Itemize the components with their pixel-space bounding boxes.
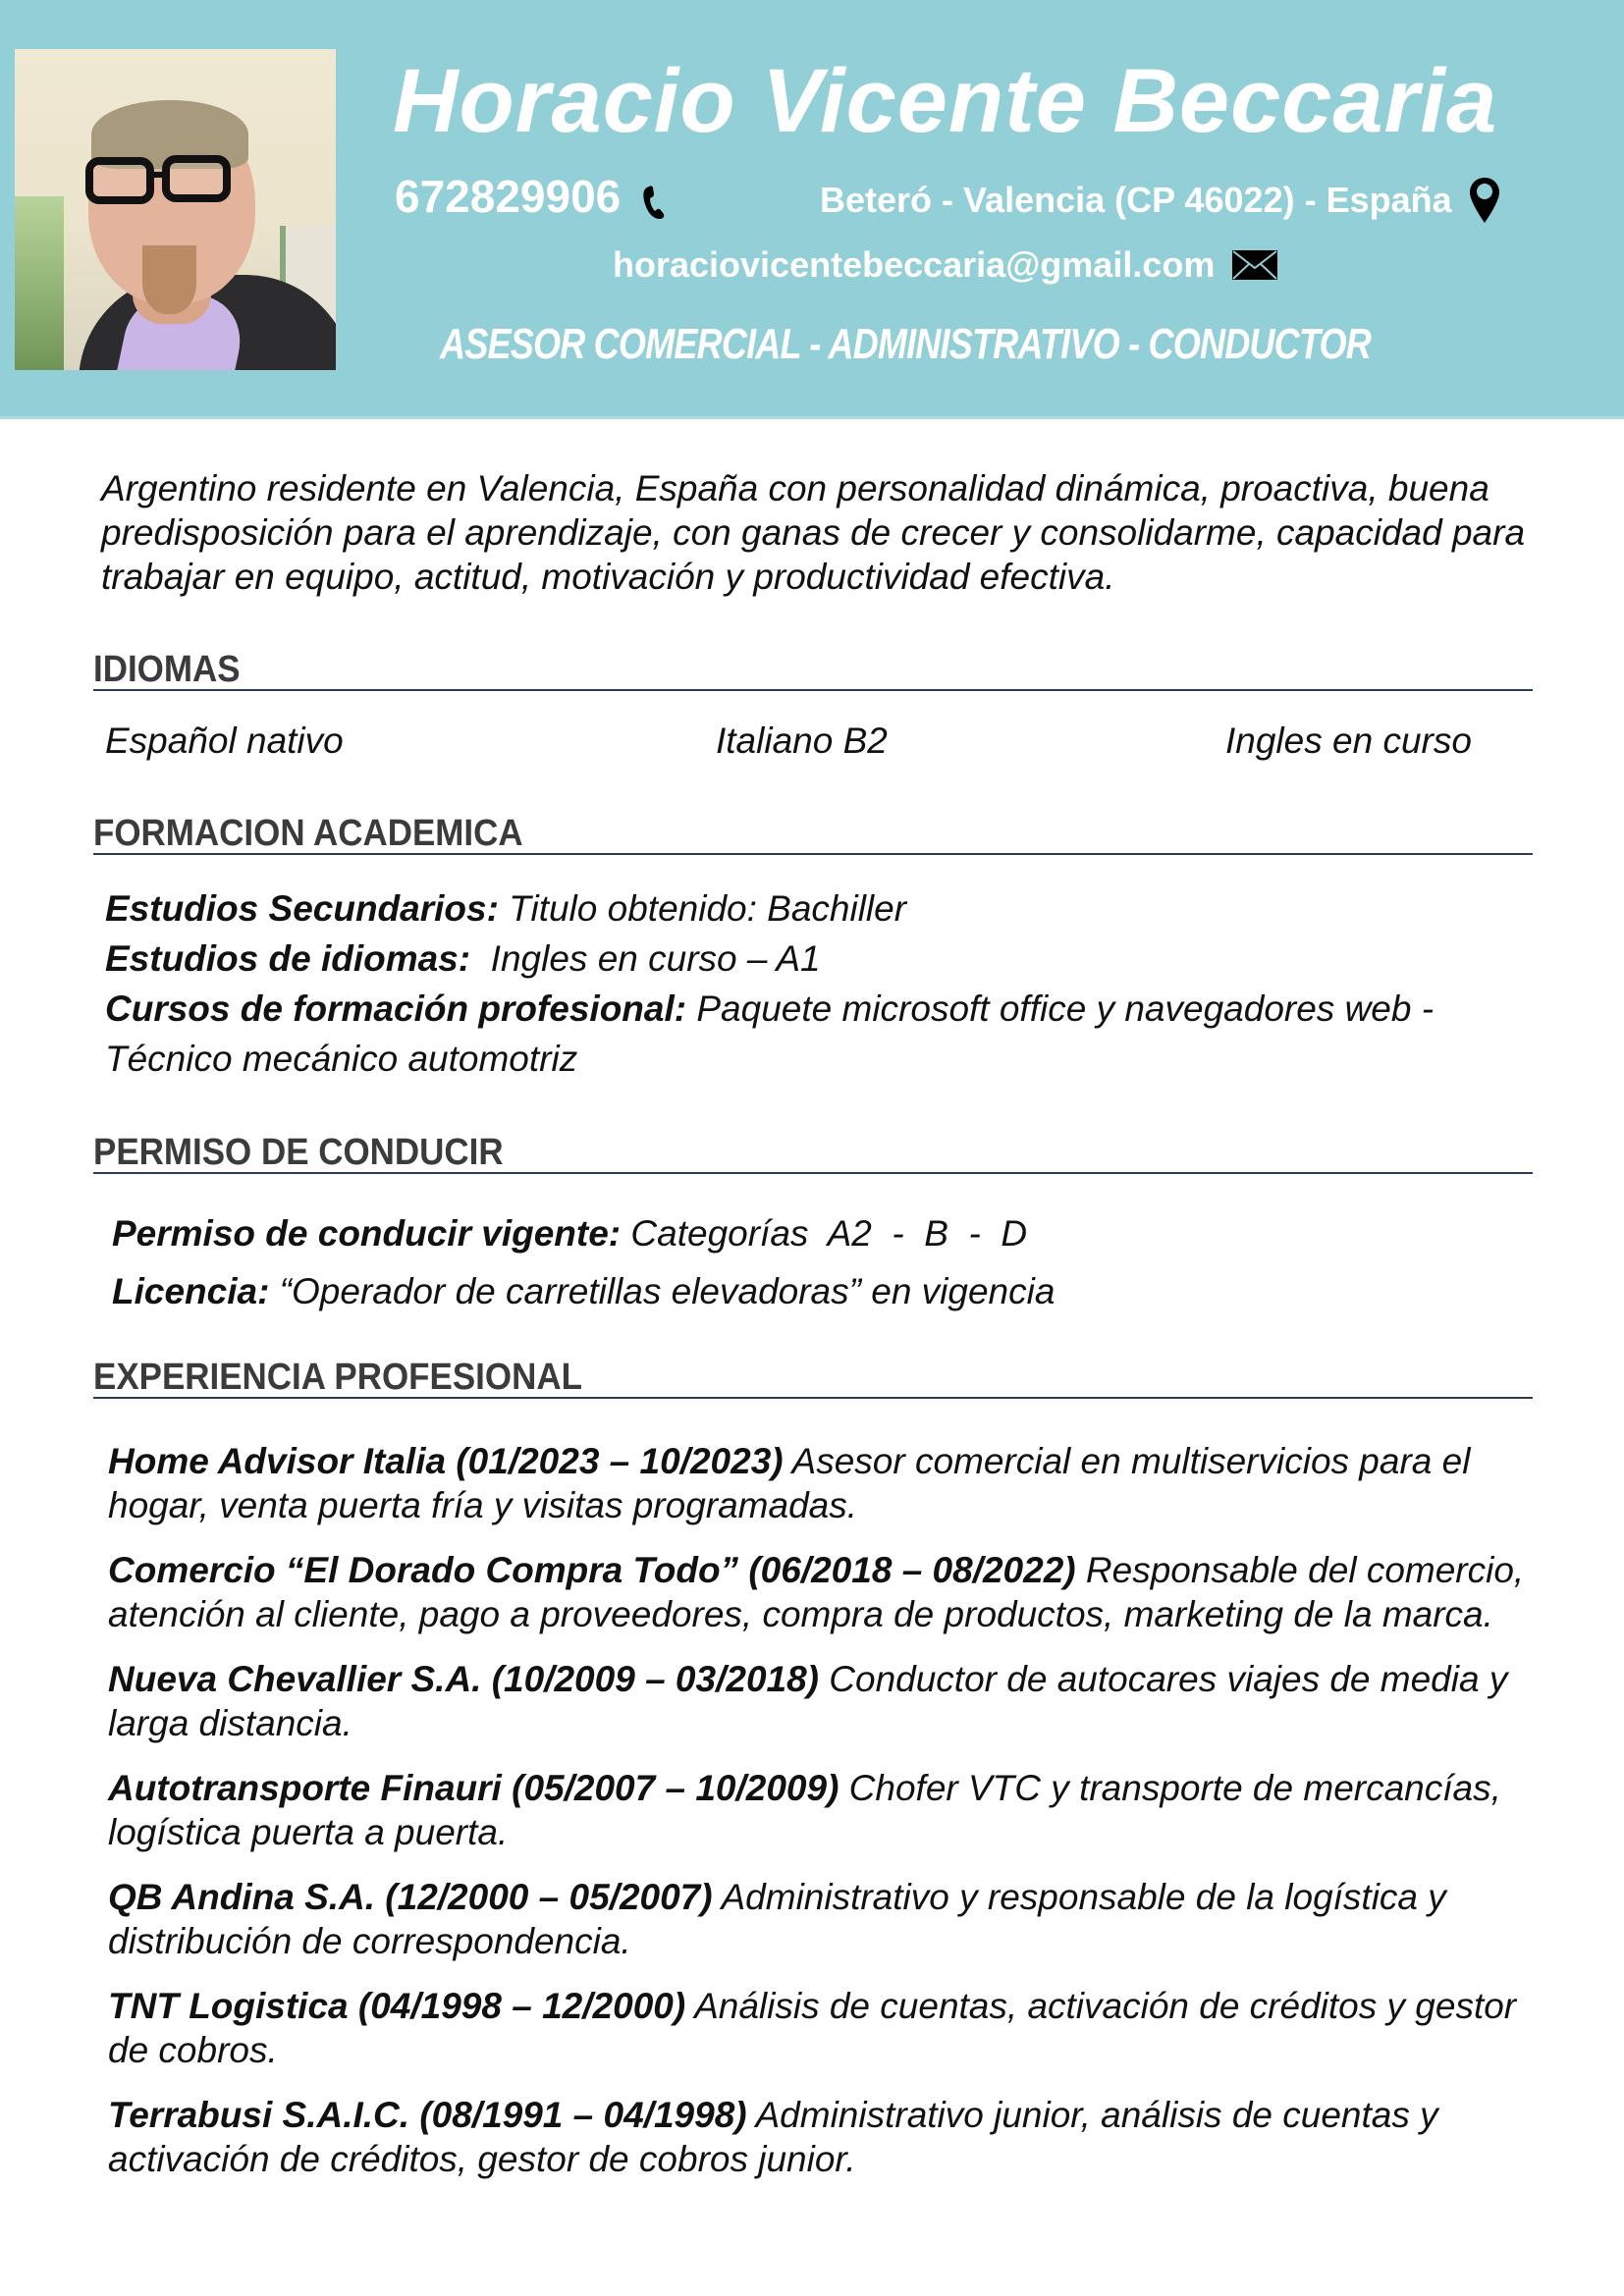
experience-company: Comercio “El Dorado Compra Todo” (06/2018 – 08/2022) xyxy=(108,1550,1076,1590)
license-item xyxy=(112,1262,1526,1320)
section-heading-permiso xyxy=(93,1133,1533,1174)
language-item: Español nativo xyxy=(105,721,344,761)
experience-description: Conductor de autocares viajes de media y larga distancia. xyxy=(108,1659,1508,1743)
envelope-icon xyxy=(1232,250,1277,280)
experience-company: QB Andina S.A. (12/2000 – 05/2007) xyxy=(108,1877,713,1917)
experience-description: Chofer VTC y transporte de mercancías, logística puerta a puerta. xyxy=(108,1768,1501,1852)
section-title: PERMISO DE CONDUCIR xyxy=(93,1132,504,1173)
profile-photo xyxy=(15,49,336,370)
header-banner xyxy=(0,0,1624,419)
experience-description: Administrativo junior, análisis de cuentas y activación de créditos, gestor de cobros junior. xyxy=(108,2095,1438,2179)
experience-item xyxy=(108,1766,1542,1854)
email-contact xyxy=(613,240,1277,291)
candidate-name: Horacio Vicente Beccaria xyxy=(393,51,1498,151)
section-title: EXPERIENCIA PROFESIONAL xyxy=(93,1357,582,1398)
education-item xyxy=(105,883,1539,934)
job-roles: ASESOR COMERCIAL - ADMINISTRATIVO - CONDUCTOR xyxy=(440,320,1371,368)
section-heading-formacion xyxy=(93,814,1533,855)
experience-item xyxy=(108,2093,1542,2181)
education-item xyxy=(105,934,1539,984)
experience-item xyxy=(108,1875,1542,1963)
education-label: Estudios Secundarios: xyxy=(105,888,499,929)
language-item: Ingles en curso xyxy=(1225,721,1472,761)
education-text: Ingles en curso – A1 xyxy=(470,938,821,979)
section-heading-idiomas xyxy=(93,650,1533,691)
experience-list xyxy=(108,1439,1542,2202)
section-title: FORMACION ACADEMICA xyxy=(93,813,523,854)
experience-description: Asesor comercial en multiservicios para el hogar, venta puerta fría y visitas programadas. xyxy=(108,1441,1471,1525)
phone-contact xyxy=(395,169,668,224)
experience-description: Responsable del comercio, atención al cliente, pago a proveedores, compra de productos, marketing de la marca. xyxy=(108,1550,1525,1634)
experience-company: Home Advisor Italia (01/2023 – 10/2023) xyxy=(108,1441,784,1481)
language-item: Italiano B2 xyxy=(716,721,888,761)
education-list xyxy=(105,883,1539,1084)
education-item xyxy=(105,984,1539,1084)
section-title: IDIOMAS xyxy=(93,649,241,690)
license-text: Categorías A2 - B - D xyxy=(621,1213,1028,1254)
experience-company: Terrabusi S.A.I.C. (08/1991 – 04/1998) xyxy=(108,2095,747,2135)
phone-icon xyxy=(640,183,668,222)
experience-item xyxy=(108,1657,1542,1745)
education-label: Estudios de idiomas: xyxy=(105,938,471,979)
phone-number[interactable]: 672829906 xyxy=(395,171,622,222)
license-label: Permiso de conducir vigente: xyxy=(112,1213,622,1254)
experience-description: Administrativo y responsable de la logística y distribución de correspondencia. xyxy=(108,1877,1446,1961)
photo-glasses xyxy=(81,155,239,204)
education-text: Paquete microsoft office y navegadores web - Técnico mecánico automotriz xyxy=(105,988,1435,1079)
experience-company: Nueva Chevallier S.A. (10/2009 – 03/2018) xyxy=(108,1659,819,1699)
experience-item xyxy=(108,1984,1542,2072)
profile-summary: Argentino residente en Valencia, España con personalidad dinámica, proactiva, buena predisposición para el aprendizaje, con ganas de crecer y consolidarme, capacidad para trabajar en equipo, actitud, motivación y productividad efectiva. xyxy=(101,468,1526,597)
license-label: Licencia: xyxy=(112,1271,270,1311)
education-text: Titulo obtenido: Bachiller xyxy=(498,888,907,929)
photo-beard xyxy=(142,245,196,314)
experience-description: Análisis de cuentas, activación de créditos y gestor de cobros. xyxy=(108,1986,1517,2070)
license-list xyxy=(112,1204,1526,1320)
experience-company: TNT Logistica (04/1998 – 12/2000) xyxy=(108,1986,686,2026)
license-text: “Operador de carretillas elevadoras” en vigencia xyxy=(269,1271,1056,1311)
license-item xyxy=(112,1204,1526,1262)
map-pin-icon xyxy=(1468,176,1501,225)
section-heading-experiencia xyxy=(93,1358,1533,1399)
address-contact xyxy=(820,173,1501,228)
address-text: Beteró - Valencia (CP 46022) - España xyxy=(820,180,1452,220)
photo-background-window xyxy=(15,196,64,370)
experience-item xyxy=(108,1548,1542,1636)
email-address[interactable]: horaciovicentebeccaria@gmail.com xyxy=(613,244,1216,285)
experience-item xyxy=(108,1439,1542,1527)
education-label: Cursos de formación profesional: xyxy=(105,988,687,1029)
experience-company: Autotransporte Finauri (05/2007 – 10/2009) xyxy=(108,1768,839,1808)
